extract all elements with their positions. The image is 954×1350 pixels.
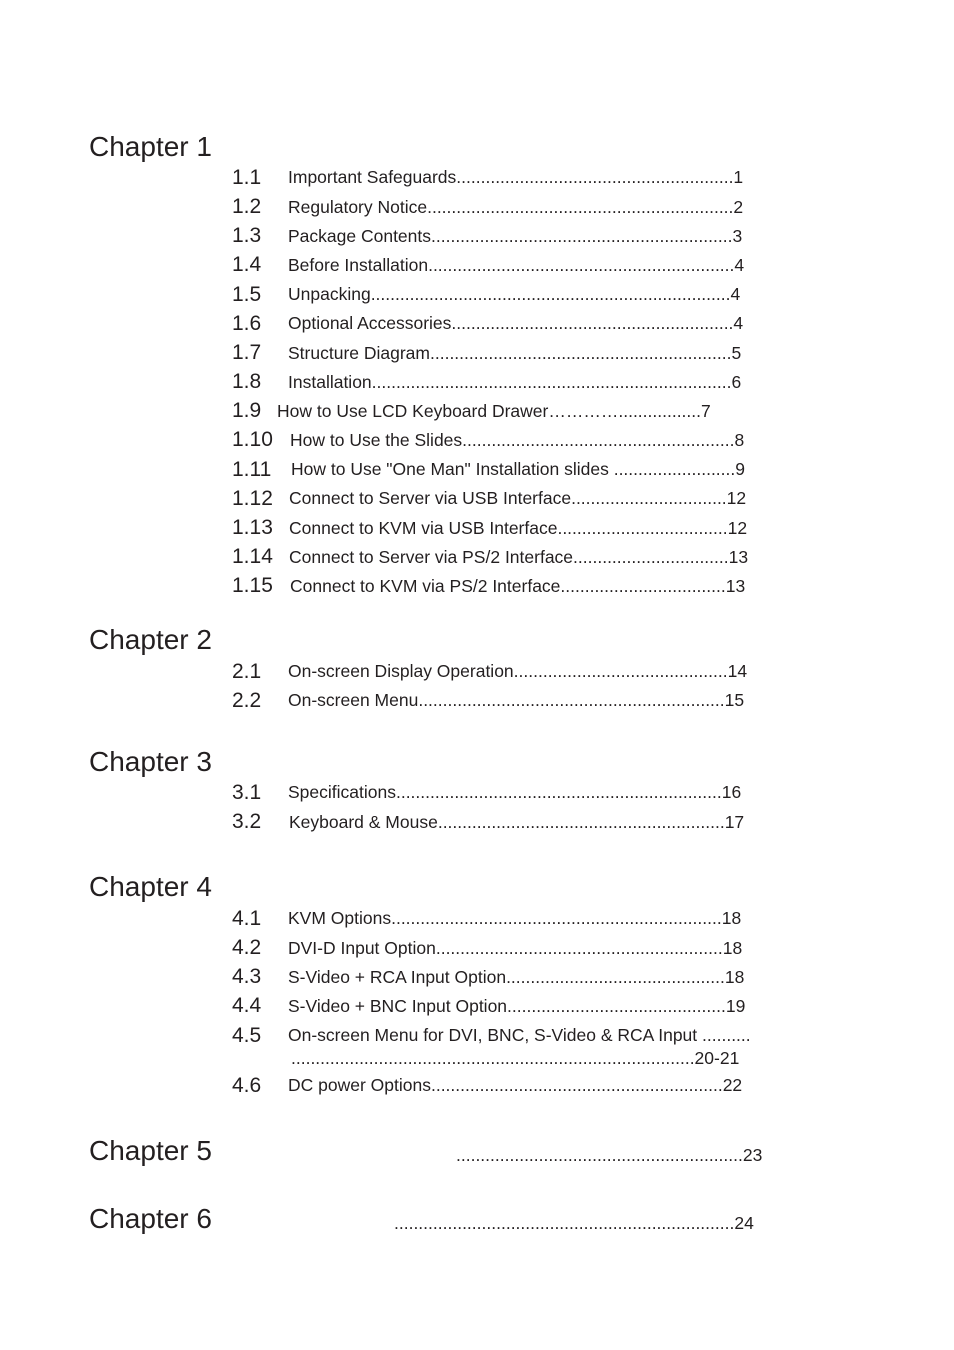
toc-entry[interactable]: S-Video + BNC Input Option.............................................19 [288,996,746,1016]
toc-entry[interactable]: Connect to Server via USB Interface................................12 [289,488,747,508]
toc-entry-continuation[interactable]: ...................................................................................20-21 [291,1048,740,1068]
entry-number: 1.12 [232,487,273,510]
toc-entry[interactable]: Optional Accessories..........................................................4 [288,313,744,333]
entry-number: 1.7 [232,341,262,364]
chapter-6-title: Chapter 6 [89,1203,212,1234]
toc-entry[interactable]: Unpacking..........................................................................4 [288,284,741,304]
entry-number: 1.5 [232,283,262,306]
toc-entry[interactable]: Connect to KVM via PS/2 Interface..................................13 [290,576,746,596]
entry-number: 4.6 [232,1074,262,1097]
toc-entry[interactable]: Installation..........................................................................6 [288,372,742,392]
toc-entry[interactable]: On-screen Menu...............................................................15 [288,690,745,710]
entry-number: 1.3 [232,224,262,247]
chapter-1-title: Chapter 1 [89,131,212,162]
toc-entry[interactable]: Keyboard & Mouse...........................................................17 [289,812,745,832]
chapter-5-title: Chapter 5 [89,1135,212,1166]
entry-number: 4.3 [232,965,262,988]
entry-number: 1.6 [232,312,262,335]
toc-entry[interactable]: Before Installation...............................................................4 [288,255,745,275]
entry-number: 1.15 [232,574,273,597]
entry-number: 1.8 [232,370,262,393]
entry-number: 1.4 [232,253,262,276]
entry-number: 1.11 [232,458,272,481]
toc-entry[interactable]: DVI-D Input Option...........................................................18 [288,938,743,958]
toc-entry[interactable]: S-Video + RCA Input Option.............................................18 [288,967,745,987]
toc-entry[interactable]: How to Use "One Man" Installation slides .........................9 [291,459,745,479]
entry-number: 1.13 [232,516,273,539]
entry-number: 3.2 [232,810,262,833]
toc-entry[interactable]: DC power Options............................................................22 [288,1075,743,1095]
entry-number: 1.9 [232,399,262,422]
toc-entry[interactable]: Specifications...................................................................16 [288,782,742,802]
entry-number: 4.4 [232,994,262,1017]
toc-entry[interactable]: On-screen Display Operation............................................14 [288,661,748,681]
entry-number: 4.2 [232,936,262,959]
toc-entry[interactable]: Important Safeguards.........................................................1 [288,167,744,187]
entry-number: 1.1 [232,166,262,189]
entry-number: 4.1 [232,907,262,930]
toc-entry[interactable]: Connect to Server via PS/2 Interface................................13 [289,547,749,567]
entry-number: 4.5 [232,1024,262,1047]
toc-entry[interactable]: Structure Diagram..............................................................5 [288,343,742,363]
toc-entry[interactable]: Regulatory Notice...............................................................2 [288,197,744,217]
chapter-3-title: Chapter 3 [89,746,212,777]
entry-number: 2.1 [232,660,262,683]
entry-number: 1.10 [232,428,273,451]
chapter-2-title: Chapter 2 [89,624,212,655]
entry-number: 3.1 [232,781,262,804]
toc-entry[interactable]: How to Use the Slides........................................................8 [290,430,745,450]
toc-entry[interactable]: How to Use LCD Keyboard Drawer………….................7 [277,401,711,421]
chapter-5-leader: ...........................................................23 [456,1145,763,1165]
toc-entry[interactable]: Connect to KVM via USB Interface...................................12 [289,518,748,538]
entry-number: 1.14 [232,545,273,568]
entry-number: 1.2 [232,195,262,218]
toc-entry[interactable]: KVM Options....................................................................18 [288,908,742,928]
chapter-6-leader: ......................................................................24 [394,1213,754,1233]
entry-number: 2.2 [232,689,262,712]
toc-entry[interactable]: On-screen Menu for DVI, BNC, S-Video & RCA Input .......... [288,1025,751,1045]
toc-entry[interactable]: Package Contents..............................................................3 [288,226,743,246]
chapter-4-title: Chapter 4 [89,871,212,902]
